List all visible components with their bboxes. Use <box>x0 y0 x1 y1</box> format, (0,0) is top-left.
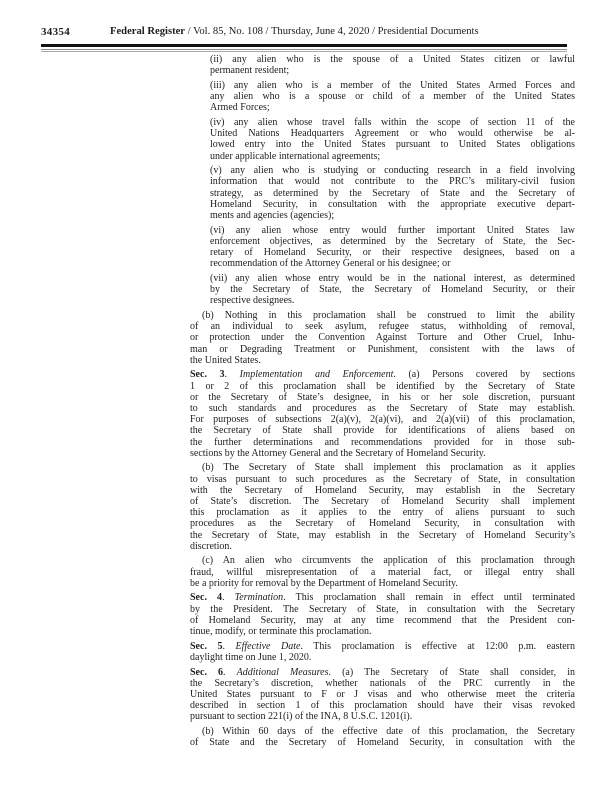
text-segment: the United States. <box>190 354 261 366</box>
text-segment: of an individual to seek asylum, refugee status, withholding of removal, <box>190 321 575 333</box>
text-line <box>210 284 575 295</box>
paragraph <box>210 117 575 162</box>
text-segment: . (a) Persons covered by sections <box>393 369 575 381</box>
text-segment: fraud, willful misrepresentation of a material fact, or illegal entry shall <box>190 566 575 578</box>
header-rule-thin-lower <box>41 51 567 52</box>
text-segment: Armed Forces; <box>210 102 270 114</box>
text-line <box>190 678 575 689</box>
text-line <box>190 414 575 425</box>
text-line <box>190 700 575 711</box>
text-segment: to visas pursuant to such procedures as the Secretary of State, in consultation <box>190 473 575 485</box>
paragraph <box>190 369 575 459</box>
text-segment: Implementation and Enforcement <box>239 369 394 381</box>
text-segment: 1 or 2 of this proclamation shall be identified by the Secretary of State <box>190 380 575 392</box>
text-segment: or protection under the Convention Against Torture and Other Cruel, Inhu- <box>190 332 575 344</box>
text-line <box>210 91 575 102</box>
document-body <box>190 54 575 748</box>
paragraph <box>210 273 575 307</box>
text-line <box>190 530 575 541</box>
text-line <box>190 667 575 678</box>
text-line <box>210 117 575 128</box>
text-line <box>190 448 575 459</box>
text-segment: . <box>224 369 240 381</box>
text-segment: (b) Nothing in this proclamation shall be construed to limit the ability <box>202 309 575 321</box>
text-segment: this proclamation as it applies to the entry of aliens pursuant to such <box>190 507 575 519</box>
text-segment: retary of Homeland Security, or their respective designees, based on a <box>210 247 575 258</box>
text-segment: the Secretary of State shall provide for identifications of aliens based on <box>190 425 575 437</box>
text-segment: daylight time on June 1, 2020. <box>190 651 312 663</box>
text-line <box>190 462 575 473</box>
paragraph <box>210 165 575 221</box>
text-line <box>190 321 575 332</box>
text-segment: man or Degrading Treatment or Punishment, consistent with the laws of <box>190 343 575 355</box>
text-segment: . <box>222 592 235 604</box>
text-segment: recommendation of the Attorney General or his designee; or <box>210 258 451 270</box>
text-line <box>210 247 575 258</box>
text-line <box>210 236 575 247</box>
text-segment: United States pursuant to F or J visas and who otherwise meet the criteria <box>190 688 575 700</box>
text-line <box>190 578 575 589</box>
text-line <box>190 392 575 403</box>
text-segment: tinue, modify, or terminate this proclamation. <box>190 626 372 637</box>
text-segment: the Secretary of State, may establish in the Secretary of Homeland Security’s <box>190 529 575 541</box>
header-rule-thin-upper <box>41 49 567 50</box>
text-line <box>190 496 575 507</box>
text-segment: (ii) any alien who is the spouse of a United States citizen or lawful <box>210 54 575 65</box>
header-rule-thick <box>41 44 567 47</box>
text-segment: (vi) any alien whose entry would further important United States law <box>210 224 575 236</box>
text-segment: Homeland Security, in consultation with the appropriate executive depart- <box>210 198 575 210</box>
text-segment: lowed entry into the United States pursuant to United States obligations <box>210 139 575 151</box>
text-segment: the further determinations and recommendations provided for in those sub- <box>190 436 575 448</box>
paragraph <box>190 726 575 748</box>
text-segment: Sec. 4 <box>190 592 223 604</box>
text-line <box>210 295 575 306</box>
running-head <box>110 26 479 37</box>
text-segment: . (a) The Secretary of State shall consider, in <box>328 666 575 678</box>
text-segment: . This proclamation is effective at 12:00 p.m. eastern <box>300 640 575 652</box>
text-segment: For purposes of subsections 2(a)(v), 2(a)(vi), and 2(a)(vii) of this proclamation, <box>190 414 575 426</box>
text-line <box>190 403 575 414</box>
paragraph <box>210 80 575 114</box>
text-segment: or the Secretary of State’s designee, in his or her sole discretion, pursuant <box>190 391 575 403</box>
text-segment: enforcement objectives, as determined by the Secretary of State, the Sec- <box>210 235 575 247</box>
text-line <box>190 641 575 652</box>
text-line <box>190 604 575 615</box>
text-segment: (b) Within 60 days of the effective date of this proclamation, the Secretary <box>202 726 575 737</box>
issue-citation: / Vol. 85, No. 108 / Thursday, June 4, 2020 / Presidential Documents <box>185 26 479 37</box>
text-segment: to such standards and procedures as the Secretary of State may establish. <box>190 402 575 414</box>
text-line <box>190 615 575 626</box>
text-segment: the Secretary’s discretion, whether nationals of the PRC currently in the <box>190 677 575 689</box>
text-line <box>190 381 575 392</box>
text-segment: Sec. 5 <box>190 640 223 652</box>
text-segment: procedures as the Secretary of Homeland Security, in consultation with <box>190 518 575 530</box>
text-segment: (c) An alien who circumvents the application of this proclamation through <box>202 555 575 567</box>
text-line <box>210 128 575 139</box>
text-line <box>210 273 575 284</box>
text-segment: any alien who is a spouse or child of a member of the United States <box>210 91 575 103</box>
text-segment: be a priority for removal by the Department of Homeland Security. <box>190 577 458 589</box>
text-line <box>190 711 575 722</box>
paragraph <box>210 54 575 76</box>
journal-name: Federal Register <box>110 26 186 37</box>
text-segment: with the Secretary of Homeland Security, may establish in the Secretary <box>190 484 575 496</box>
text-line <box>190 592 575 603</box>
text-line <box>190 726 575 737</box>
text-segment: (iii) any alien who is a member of the United States Armed Forces and <box>210 79 575 91</box>
paragraph <box>190 310 575 366</box>
text-segment: sections by the Attorney General and the Secretary of Homeland Security. <box>190 447 486 459</box>
text-segment: discretion. <box>190 540 232 552</box>
text-line <box>190 474 575 485</box>
text-segment: (b) The Secretary of State shall implement this proclamation as it applies <box>202 462 575 474</box>
text-line <box>190 310 575 321</box>
text-line <box>190 437 575 448</box>
text-segment: of State’s discretion. The Secretary of Homeland Security shall implement <box>190 495 575 507</box>
text-segment: strategy, as determined by the Secretary of State and the Secretary of <box>210 187 575 199</box>
text-segment: permanent resident; <box>210 65 290 77</box>
text-segment: Effective Date <box>235 640 301 652</box>
text-segment: United Nations Headquarters Agreement or who would otherwise be al- <box>210 128 575 140</box>
text-line <box>190 541 575 552</box>
text-segment: by the President. The Secretary of State, in consultation with the Secretary <box>190 603 575 615</box>
text-line <box>210 188 575 199</box>
text-line <box>190 507 575 518</box>
text-segment: information that would not contribute to the PRC’s military-civil fusion <box>210 176 575 188</box>
text-line <box>210 65 575 76</box>
text-segment: (v) any alien who is studying or conducting research in a field involving <box>210 165 575 177</box>
text-line <box>190 652 575 663</box>
text-segment: . <box>222 640 236 652</box>
text-line <box>210 54 575 65</box>
text-segment: described in section 1 of this proclamation should have their visas revoked <box>190 700 575 712</box>
text-segment: Additional Measures <box>236 666 329 678</box>
text-line <box>210 139 575 150</box>
text-line <box>210 176 575 187</box>
text-line <box>210 199 575 210</box>
text-segment: ments and agencies (agencies); <box>210 209 335 221</box>
text-line <box>210 80 575 91</box>
paragraph <box>190 667 575 723</box>
text-line <box>210 102 575 113</box>
text-line <box>210 225 575 236</box>
text-line <box>190 485 575 496</box>
text-segment: respective designees. <box>210 295 295 307</box>
text-line <box>190 555 575 566</box>
text-line <box>190 369 575 380</box>
text-line <box>190 425 575 436</box>
text-segment: pursuant to section 221(i) of the INA, 8 U.S.C. 1201(i). <box>190 711 413 723</box>
text-line <box>190 567 575 578</box>
text-segment: (vii) any alien whose entry would be in the national interest, as determined <box>210 272 575 284</box>
text-segment: by the Secretary of State, the Secretary of Homeland Security, or their <box>210 284 575 296</box>
text-line <box>190 355 575 366</box>
text-segment: . This proclamation shall remain in effect until terminated <box>283 592 575 604</box>
text-segment: Termination <box>234 592 284 604</box>
text-segment: under applicable international agreements; <box>210 150 381 162</box>
text-line <box>210 151 575 162</box>
text-line <box>210 165 575 176</box>
paragraph <box>190 555 575 589</box>
text-segment: Sec. 3 <box>190 369 225 381</box>
paragraph <box>190 462 575 552</box>
paragraph <box>190 641 575 663</box>
text-line <box>210 258 575 269</box>
text-line <box>190 344 575 355</box>
text-line <box>190 737 575 748</box>
text-segment: of State and the Secretary of Homeland Security, in consultation with the <box>190 737 575 749</box>
paragraph <box>190 592 575 637</box>
text-line <box>190 626 575 637</box>
text-line <box>190 689 575 700</box>
page-number: 34354 <box>41 26 70 38</box>
text-line <box>210 210 575 221</box>
text-segment: . <box>223 666 237 678</box>
paragraph <box>210 225 575 270</box>
text-segment: Sec. 6 <box>190 666 224 678</box>
text-segment: (iv) any alien whose travel falls within the scope of section 11 of the <box>210 116 575 128</box>
text-line <box>190 518 575 529</box>
text-line <box>190 332 575 343</box>
text-segment: of Homeland Security, may at any time recommend that the President con- <box>190 614 575 626</box>
